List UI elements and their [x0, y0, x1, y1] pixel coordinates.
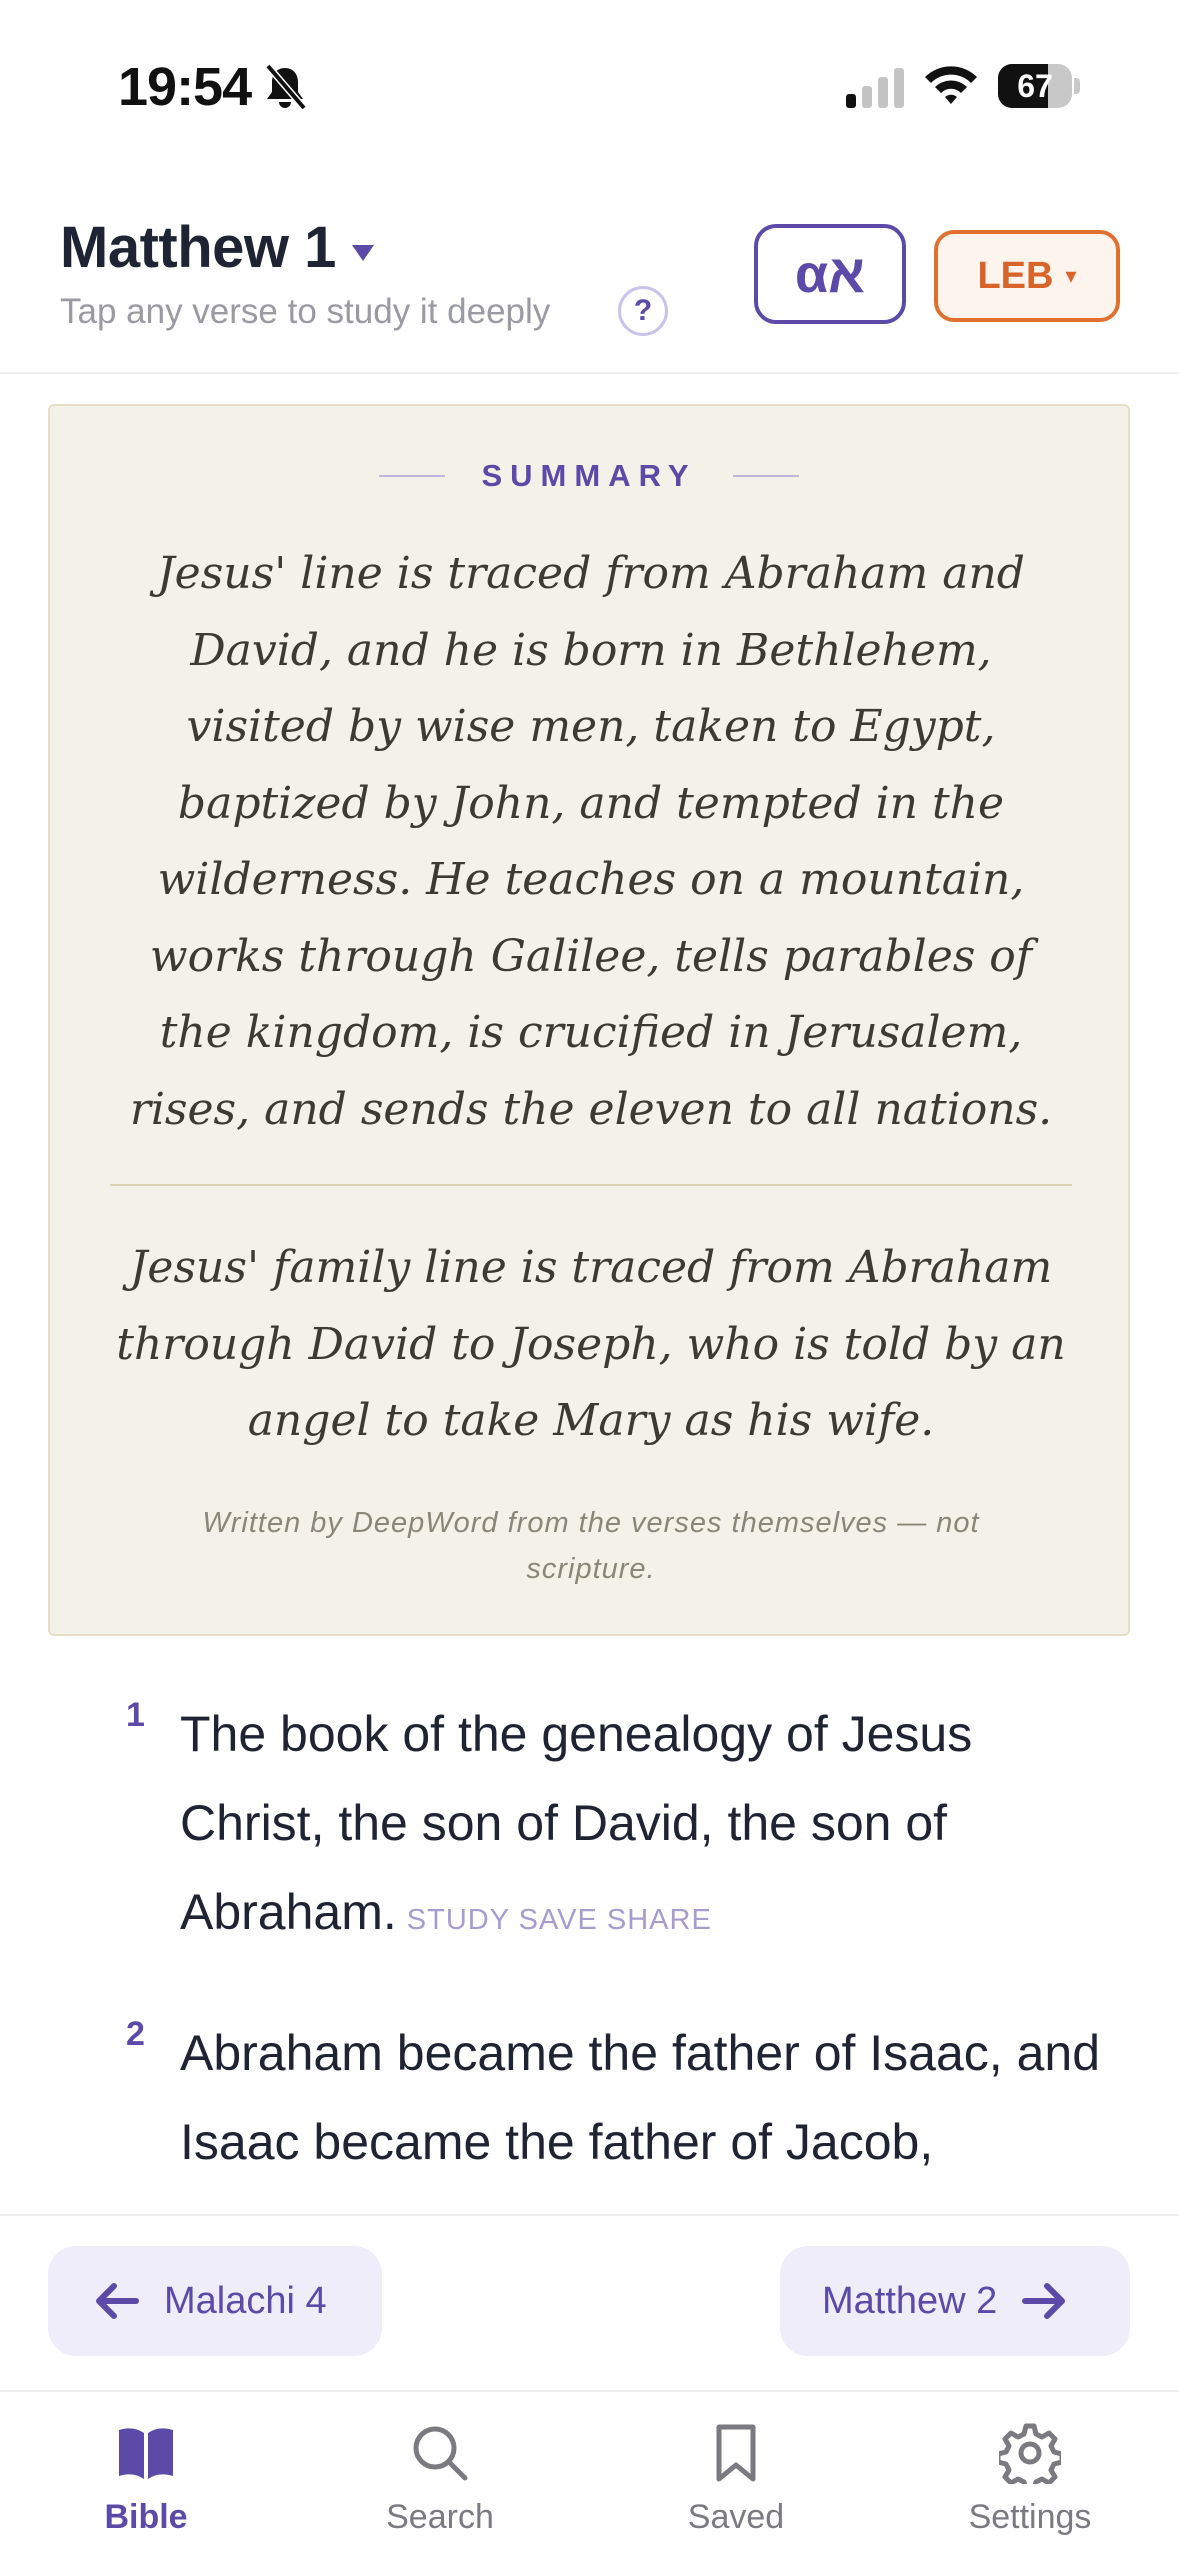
- save-verse-button[interactable]: SAVE: [518, 1904, 598, 1936]
- summary-disclaimer: Written by DeepWord from the verses themselves — not scripture.: [202, 1507, 980, 1585]
- translation-selector[interactable]: [934, 230, 1120, 322]
- tab-settings[interactable]: [930, 2422, 1130, 2537]
- book-summary: Jesus' line is traced from Abraham and David, and he is born in Bethlehem, visited by wise men, taken to Egypt, baptized by John, and tempted in the wilderness. He teaches on a mountain, works through Galilee, tells parables of the kingdom, is crucified in Jerusalem, rises, and sends the eleven to all nations.: [129, 548, 1053, 1135]
- wifi-icon: [922, 60, 980, 108]
- arrow-left-icon: [94, 2281, 140, 2321]
- cellular-signal-icon: [844, 66, 906, 108]
- verse-2[interactable]: [0, 2009, 1179, 2187]
- status-bar: [0, 0, 1179, 160]
- tab-label: Settings: [968, 2498, 1092, 2536]
- verse-list: [0, 1690, 1179, 2214]
- chapter-summary: Jesus' family line is traced from Abraham through David to Joseph, who is told by an angel to take Mary as his wife.: [116, 1242, 1066, 1446]
- summary-rule-left: [379, 475, 445, 477]
- bookmark-icon: [705, 2422, 767, 2484]
- book-icon: [115, 2422, 177, 2484]
- caret-down-icon: [352, 245, 374, 261]
- verse-text: The book of the genealogy of Jesus Christ, the son of David, the son of Abraham.: [180, 1706, 973, 1940]
- previous-chapter-button[interactable]: [48, 2246, 382, 2356]
- translation-label: LEB: [977, 254, 1054, 297]
- verse-1[interactable]: [0, 1690, 1179, 1965]
- share-verse-button[interactable]: SHARE: [606, 1904, 712, 1936]
- verse-text: Abraham became the father of Isaac, and Isaac became the father of Jacob,: [180, 2025, 1100, 2170]
- next-chapter-button[interactable]: [780, 2246, 1130, 2356]
- battery-icon: [998, 64, 1078, 108]
- study-verse-button[interactable]: STUDY: [406, 1904, 510, 1936]
- caret-down-icon: ▾: [1065, 263, 1077, 288]
- tab-label: Bible: [104, 2498, 188, 2536]
- search-icon: [409, 2422, 471, 2484]
- previous-chapter-label: Malachi 4: [164, 2279, 327, 2322]
- verse-actions: [407, 1904, 712, 1936]
- tab-bible[interactable]: [46, 2422, 246, 2537]
- summary-heading: [50, 458, 1128, 494]
- header-hint: Tap any verse to study it deeply: [60, 292, 551, 331]
- tab-bar: [0, 2390, 1179, 2556]
- tab-search[interactable]: [340, 2422, 540, 2537]
- chapter-title: Matthew 1: [60, 215, 336, 280]
- arrow-right-icon: [1021, 2281, 1067, 2321]
- summary-rule-right: [733, 475, 799, 477]
- reader-header: [0, 180, 1179, 374]
- status-time: 19:54: [118, 57, 252, 117]
- gear-icon: [999, 2422, 1061, 2484]
- chapter-picker[interactable]: [60, 214, 374, 281]
- verse-number: 2: [126, 2015, 145, 2053]
- summary-card: [48, 404, 1130, 1636]
- chapter-navigation: [0, 2214, 1179, 2392]
- summary-label: SUMMARY: [481, 458, 697, 493]
- next-chapter-label: Matthew 2: [822, 2279, 998, 2322]
- bell-slash-icon: [262, 62, 308, 112]
- battery-level: 67: [1017, 68, 1053, 104]
- summary-divider: [110, 1184, 1072, 1186]
- original-language-button[interactable]: αא: [754, 224, 906, 324]
- tab-saved[interactable]: [636, 2422, 836, 2537]
- tab-label: Saved: [687, 2498, 785, 2536]
- verse-number: 1: [126, 1696, 145, 1734]
- tab-label: Search: [386, 2498, 494, 2536]
- help-button[interactable]: ?: [618, 286, 668, 336]
